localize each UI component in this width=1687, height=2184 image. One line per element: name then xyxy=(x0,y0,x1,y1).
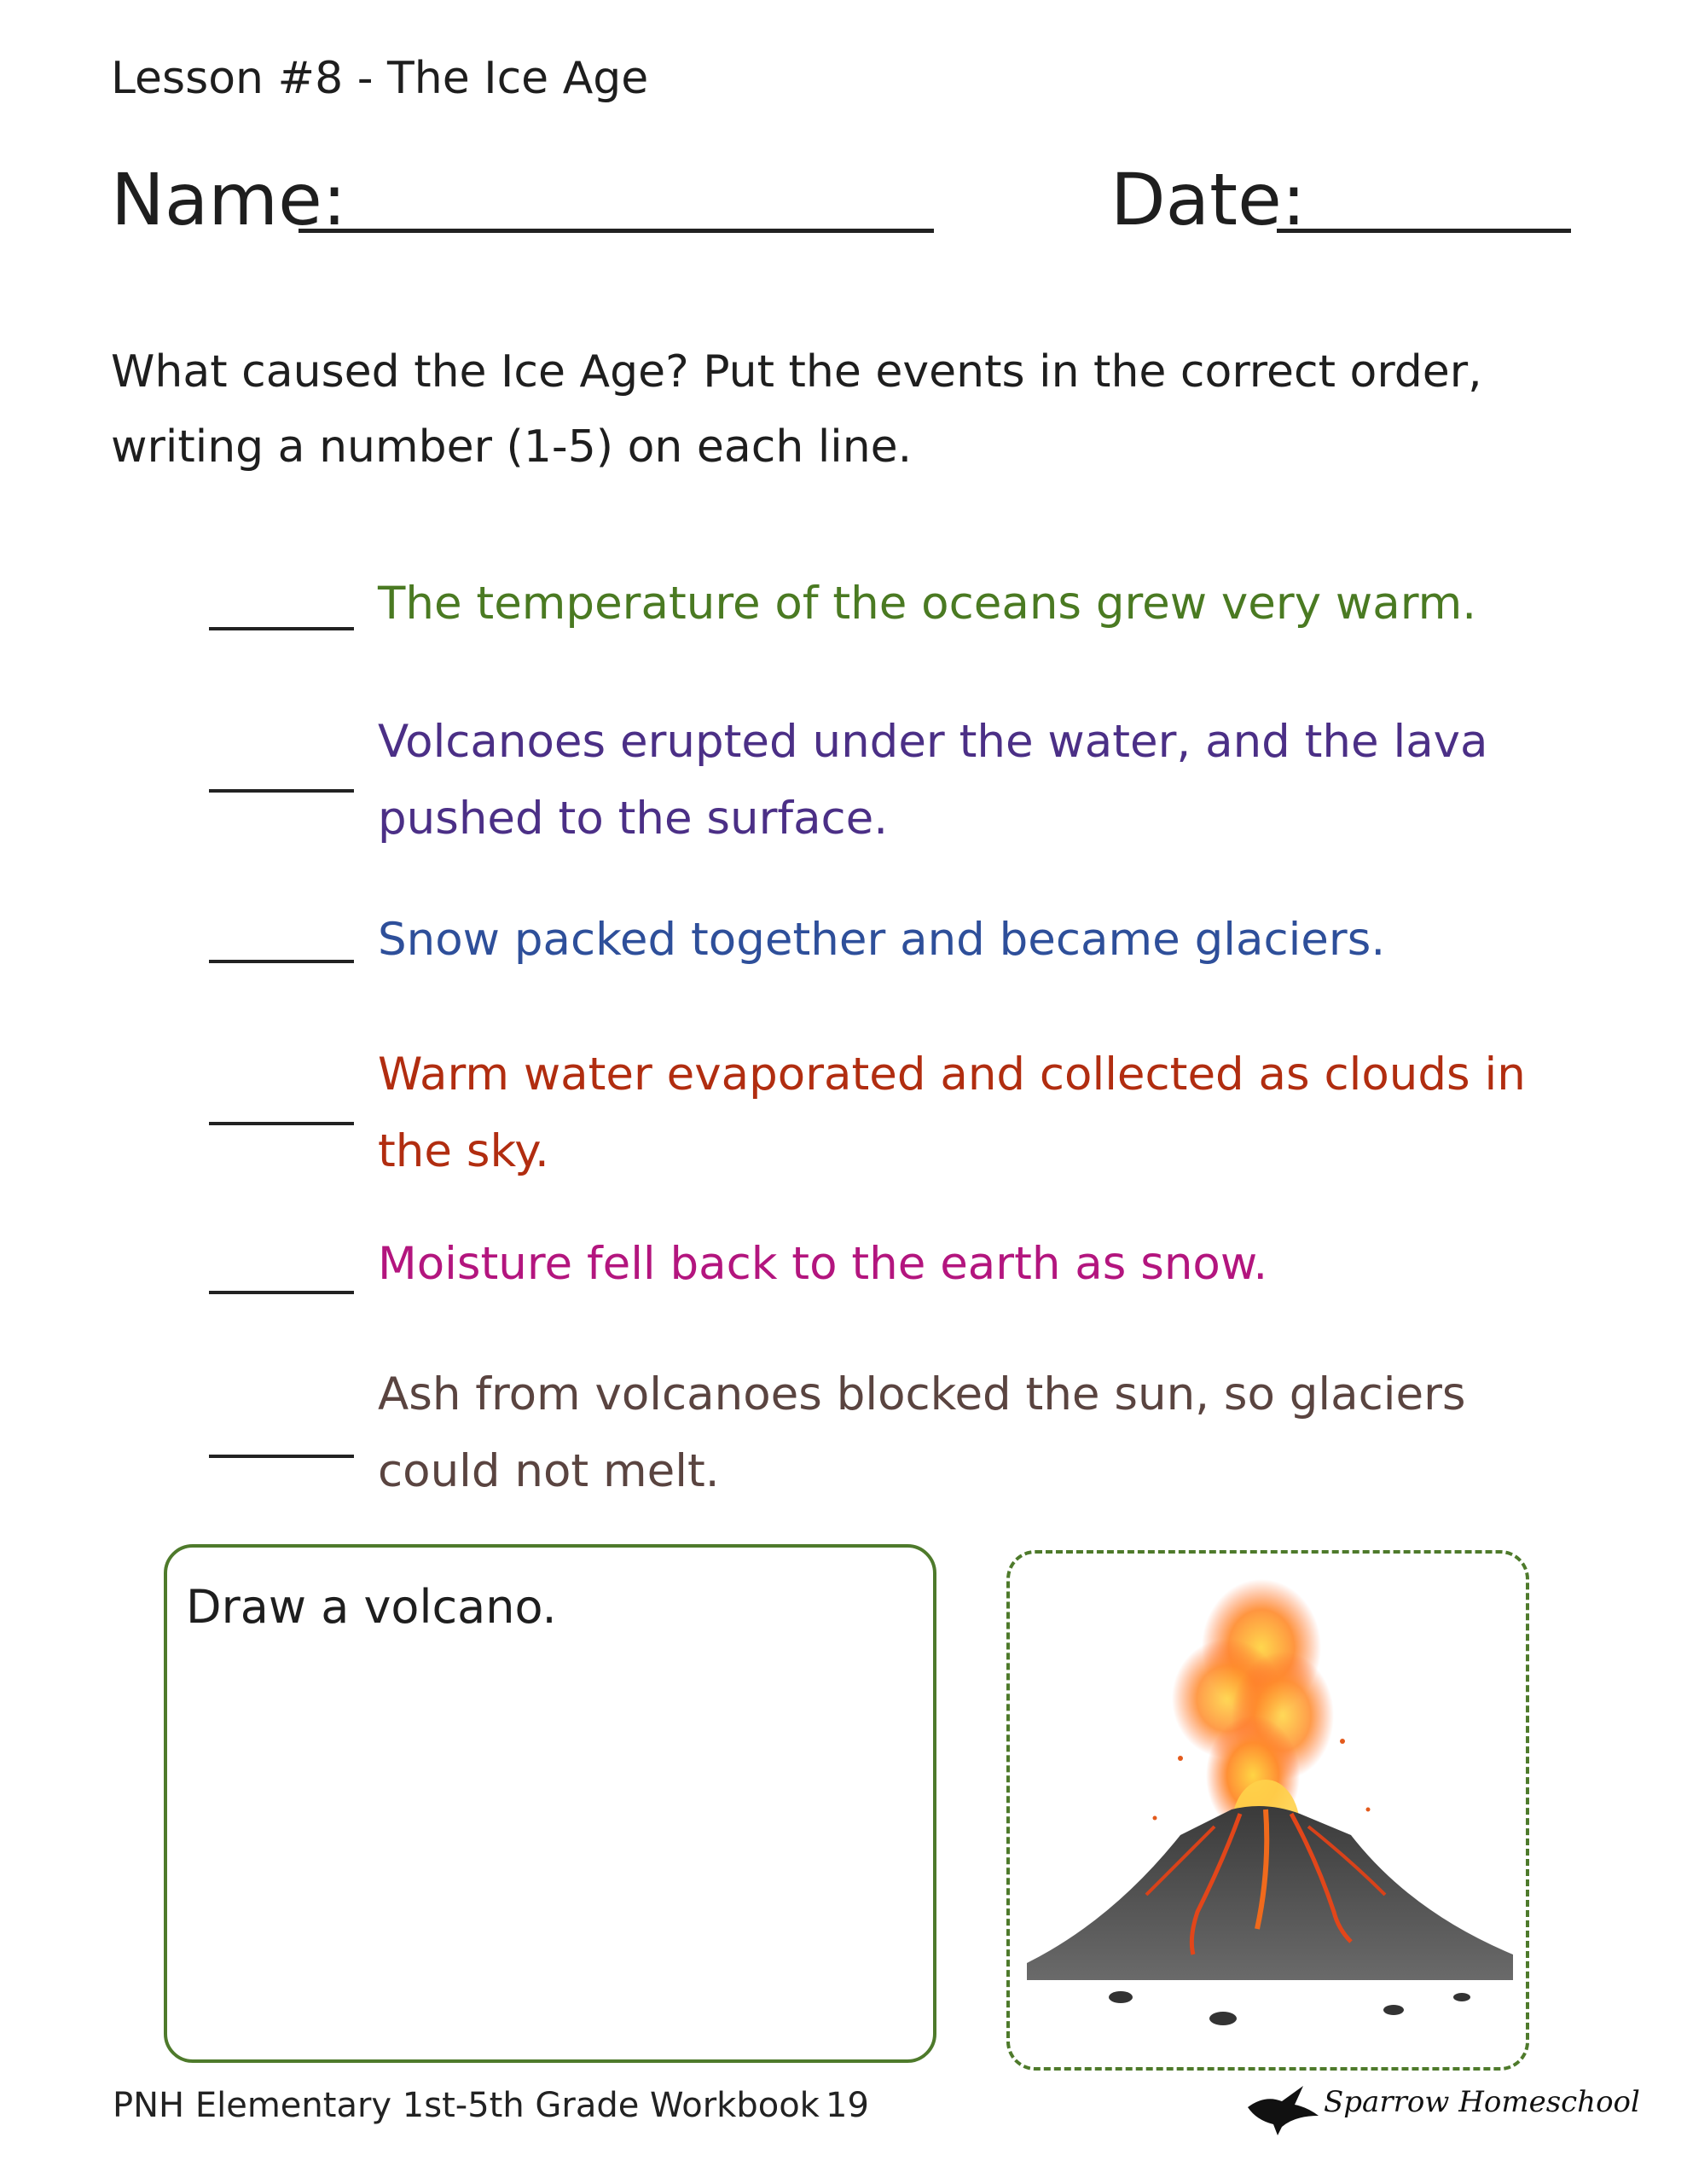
name-label: Name: xyxy=(111,158,347,241)
event-2: Volcanoes erupted under the water, and the lava pushed to the surface. xyxy=(378,716,1488,845)
answer-line-5[interactable] xyxy=(209,1291,354,1294)
name-line[interactable] xyxy=(299,229,934,233)
sparrow-icon xyxy=(1244,2077,1320,2137)
answer-line-1[interactable] xyxy=(209,627,354,630)
event-6: Ash from volcanoes blocked the sun, so glaciers could not melt. xyxy=(378,1368,1466,1497)
answer-line-2[interactable] xyxy=(209,789,354,793)
brand-name: Sparrow Homeschool xyxy=(1324,2085,1640,2119)
volcano-illustration xyxy=(1010,1554,1526,2067)
event-3: Snow packed together and became glaciers. xyxy=(378,914,1386,966)
date-line[interactable] xyxy=(1277,229,1571,233)
event-1: The temperature of the oceans grew very warm. xyxy=(378,578,1477,630)
lesson-title: Lesson #8 - The Ice Age xyxy=(111,53,649,104)
date-label: Date: xyxy=(1110,158,1307,241)
event-4: Warm water evaporated and collected as clouds in the sky. xyxy=(378,1048,1526,1177)
instructions: What caused the Ice Age? Put the events in the correct order, writing a number (1-5) on each line. xyxy=(111,346,1482,473)
page-number: 19 xyxy=(826,2086,869,2125)
answer-line-6[interactable] xyxy=(209,1455,354,1458)
illustration-box xyxy=(1006,1550,1529,2071)
brand-logo xyxy=(1244,2073,1640,2141)
footer-workbook-title: PNH Elementary 1st-5th Grade Workbook xyxy=(113,2086,820,2125)
answer-line-3[interactable] xyxy=(209,960,354,963)
event-5: Moisture fell back to the earth as snow. xyxy=(378,1238,1268,1290)
draw-box[interactable] xyxy=(164,1544,936,2063)
answer-line-4[interactable] xyxy=(209,1122,354,1125)
draw-box-label: Draw a volcano. xyxy=(186,1580,557,1634)
